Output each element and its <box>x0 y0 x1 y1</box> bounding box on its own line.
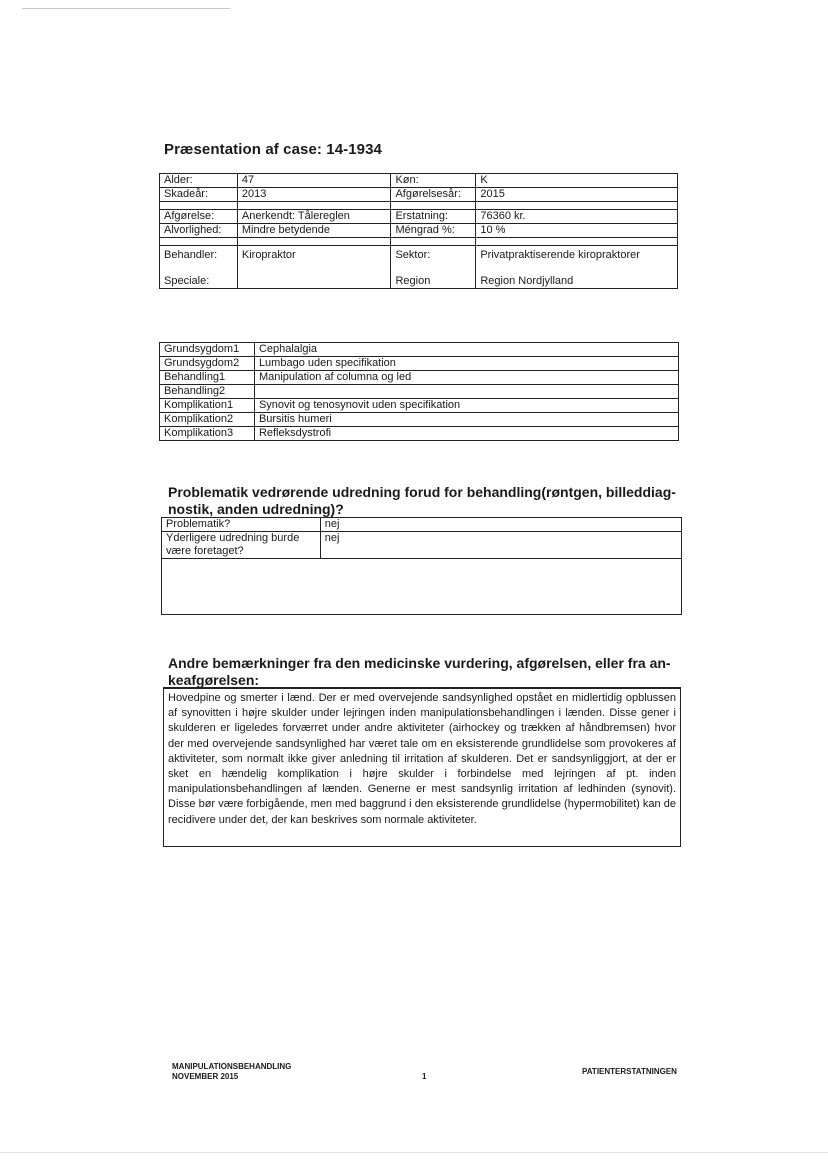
diagnosis-label: Grundsygdom2 <box>160 357 255 371</box>
case-summary-table <box>159 173 678 289</box>
alvorlighed-value: Mindre betydende <box>237 224 391 238</box>
alder-label: Alder: <box>160 174 238 188</box>
diagnosis-row <box>160 399 679 413</box>
scan-top-line <box>22 8 230 9</box>
sektor-value: Privatpraktiserende kiropraktorer <box>480 249 640 261</box>
problem-table <box>161 517 682 615</box>
koen-value: K <box>476 174 678 188</box>
footer-doc-title: MANIPULATIONSBEHANDLING <box>172 1062 292 1071</box>
diagnosis-label: Komplikation3 <box>160 427 255 441</box>
afgoerelse-value: Anerkendt: Tålereglen <box>237 210 391 224</box>
diagnosis-table <box>159 342 679 441</box>
sektor-label: Sektor: <box>395 249 431 261</box>
mengrad-label: Méngrad %: <box>391 224 476 238</box>
problem-heading-line1: Problematik vedrørende udredning forud for behandling(røntgen, billeddiag- <box>168 484 676 500</box>
further-investigation-label: Yderligere udredning burde være foretaget? <box>162 532 321 559</box>
diagnosis-value: Cephalalgia <box>254 343 678 357</box>
problem-empty-area <box>162 559 682 615</box>
diagnosis-row <box>160 427 679 441</box>
diagnosis-value: Refleksdystrofi <box>254 427 678 441</box>
page-number: 1 <box>422 1072 427 1081</box>
diagnosis-value: Lumbago uden specifikation <box>254 357 678 371</box>
erstatning-label: Erstatning: <box>391 210 476 224</box>
diagnosis-row <box>160 385 679 399</box>
diagnosis-value: Bursitis humeri <box>254 413 678 427</box>
page-title: Præsentation af case: 14-1934 <box>164 141 383 158</box>
diagnosis-label: Behandling1 <box>160 371 255 385</box>
diagnosis-value: Manipulation af columna og led <box>254 371 678 385</box>
mengrad-value: 10 % <box>476 224 678 238</box>
diagnosis-label: Grundsygdom1 <box>160 343 255 357</box>
diagnosis-row <box>160 343 679 357</box>
diagnosis-row <box>160 357 679 371</box>
speciale-label: Speciale: <box>164 275 210 287</box>
behandler-label: Behandler: <box>164 249 218 261</box>
remarks-box <box>163 687 681 847</box>
footer-left <box>172 1062 291 1082</box>
skadeaar-label: Skadeår: <box>160 188 238 202</box>
diagnosis-row <box>160 371 679 385</box>
diagnosis-label: Behandling2 <box>160 385 255 399</box>
remarks-text: Hovedpine og smerter i lænd. Der er med overvejende sandsynlighed opstået en midlertidig opblussen af synovitten i højre skulder under lejringen inden manipulationsbehandlingen i lænden. Disse gener i skulderen er ligeledes forværret under andre aktiviteter (airhockey og trækken af håndbremsen) hvor der med overvejende sandsynlighed har været tale om en eksisterende grundlidelse som provokeres af aktiviteter, som normalt ikke giver anledning til irritation af skulderen. Det er sandsynliggjort, at der er sket en hændelig komplikation i højre skulder i forbindelse med lejringen af pt. inden manipulationsbehandlingen af lænden. Generne er mest sandsynlig irritation af ledhinden (synovit). Disse bør være forbigående, men med baggrund i den eksisterende grundlidelse (hypermobilitet) kan de recidivere under det, der kan beskrives som normale aktiviteter. <box>168 692 676 826</box>
afgoerelsesaar-label: Afgørelsesår: <box>391 188 476 202</box>
afgoerelsesaar-value: 2015 <box>476 188 678 202</box>
skadeaar-value: 2013 <box>237 188 391 202</box>
diagnosis-value <box>254 385 678 399</box>
alder-value: 47 <box>237 174 391 188</box>
problem-heading-line2: nostik, anden udredning)? <box>168 501 344 517</box>
diagnosis-label: Komplikation2 <box>160 413 255 427</box>
afgoerelse-label: Afgørelse: <box>160 210 238 224</box>
remarks-heading-line2: keafgørelsen: <box>168 672 260 688</box>
diagnosis-row <box>160 413 679 427</box>
diagnosis-label: Komplikation1 <box>160 399 255 413</box>
remarks-heading-line1: Andre bemærkninger fra den medicinske vurdering, afgørelsen, eller fra an- <box>168 655 671 671</box>
further-investigation-value: nej <box>320 532 681 559</box>
footer-date: NOVEMBER 2015 <box>172 1072 239 1081</box>
region-value: Region Nordjylland <box>480 275 574 287</box>
koen-label: Køn: <box>391 174 476 188</box>
behandler-value: Kiropraktor <box>241 249 296 261</box>
problem-row-label: Problematik? <box>162 518 321 532</box>
problem-row-value: nej <box>320 518 681 532</box>
footer-organization: PATIENTERSTATNINGEN <box>582 1067 677 1076</box>
region-label: Region <box>395 275 431 287</box>
scan-bottom-line <box>0 1152 828 1153</box>
erstatning-value: 76360 kr. <box>476 210 678 224</box>
diagnosis-value: Synovit og tenosynovit uden specifikation <box>254 399 678 413</box>
alvorlighed-label: Alvorlighed: <box>160 224 238 238</box>
